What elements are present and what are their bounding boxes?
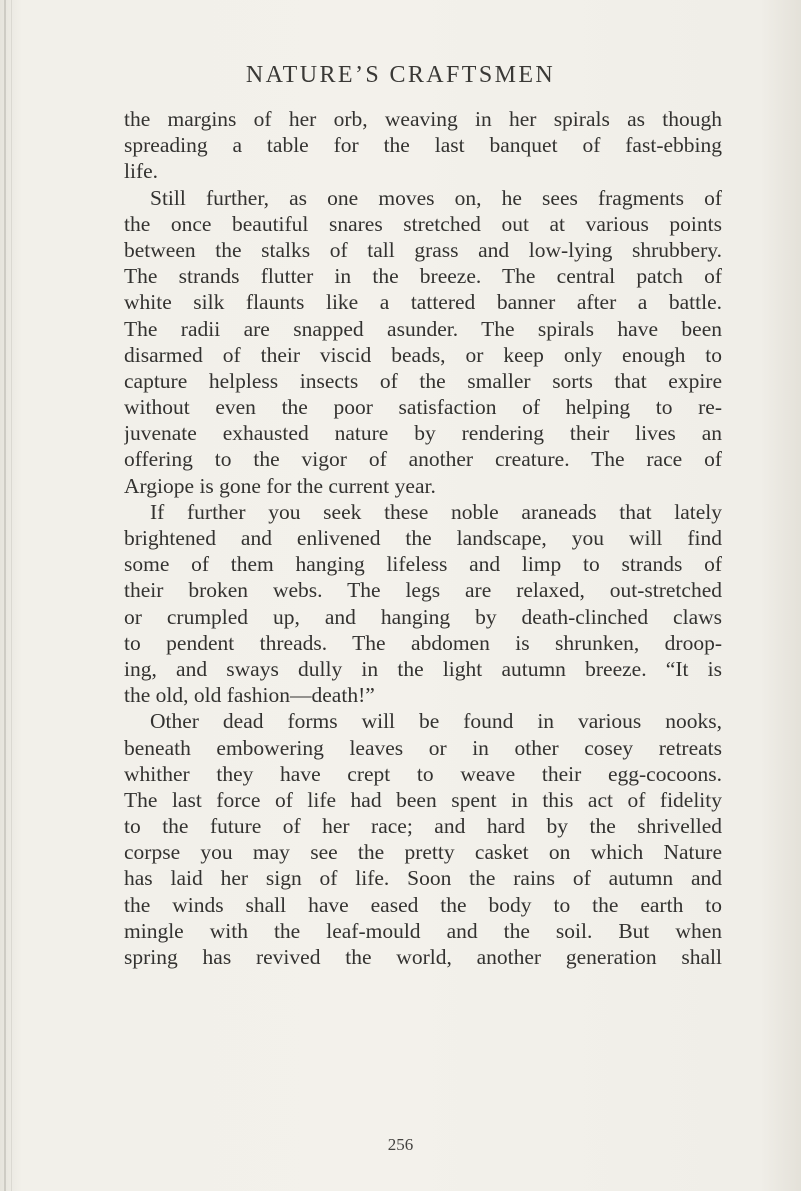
text-line: or crumpled up, and hanging by death-clinched claws xyxy=(124,604,722,629)
text-line: If further you seek these noble araneads that lately xyxy=(150,499,722,524)
text-line: to pendent threads. The abdomen is shrunken, droop- xyxy=(124,630,722,655)
text-line: between the stalks of tall grass and low-lying shrubbery. xyxy=(124,237,722,262)
text-line: has laid her sign of life. Soon the rains of autumn and xyxy=(124,866,722,891)
text-line: Still further, as one moves on, he sees fragments of xyxy=(150,185,722,210)
text-line: Other dead forms will be found in various nooks, xyxy=(150,709,722,734)
page-number: 256 xyxy=(387,1135,414,1154)
running-head: NATURE’S CRAFTSMEN xyxy=(245,62,556,88)
text-line: disarmed of their viscid beads, or keep only enough to xyxy=(124,342,722,367)
text-line: The strands flutter in the breeze. The central patch of xyxy=(124,264,722,289)
text-line: offering to the vigor of another creature. The race of xyxy=(124,447,722,472)
text-line: spreading a table for the last banquet of fast-ebbing xyxy=(124,133,722,158)
text-line: to the future of her race; and hard by the shrivelled xyxy=(124,814,722,839)
text-line: ing, and sways dully in the light autumn breeze. “It is xyxy=(124,656,722,681)
body-text xyxy=(124,106,722,970)
text-line: juvenate exhausted nature by rendering their lives an xyxy=(124,421,722,446)
text-line: The radii are snapped asunder. The spirals have been xyxy=(124,316,722,341)
text-line: their broken webs. The legs are relaxed, out-stretched xyxy=(124,578,722,603)
text-line: whither they have crept to weave their egg-cocoons. xyxy=(124,761,722,786)
text-line: Argiope is gone for the current year. xyxy=(124,473,436,498)
text-line: beneath embowering leaves or in other cosey retreats xyxy=(124,735,722,760)
text-line: corpse you may see the pretty casket on which Nature xyxy=(124,840,722,865)
text-line: white silk flaunts like a tattered banner after a battle. xyxy=(124,290,722,315)
text-line: The last force of life had been spent in this act of fidelity xyxy=(124,787,722,812)
text-line: the old, old fashion—death!” xyxy=(124,683,375,708)
text-line: the once beautiful snares stretched out at various points xyxy=(124,211,722,236)
text-line: brightened and enlivened the landscape, you will find xyxy=(124,526,722,550)
text-line: without even the poor satisfaction of helping to re- xyxy=(124,395,722,420)
text-line: some of them hanging lifeless and limp to strands of xyxy=(124,552,722,577)
text-line: the margins of her orb, weaving in her spirals as though xyxy=(124,107,722,131)
text-line: capture helpless insects of the smaller sorts that expire xyxy=(124,368,722,393)
binding-shadow xyxy=(4,0,6,1191)
text-line: spring has revived the world, another generation shall xyxy=(124,945,722,969)
text-line: the winds shall have eased the body to the earth to xyxy=(124,892,722,917)
text-line: mingle with the leaf-mould and the soil. But when xyxy=(124,918,722,943)
text-line: life. xyxy=(124,159,159,184)
binding-shadow-inner xyxy=(11,0,12,1191)
